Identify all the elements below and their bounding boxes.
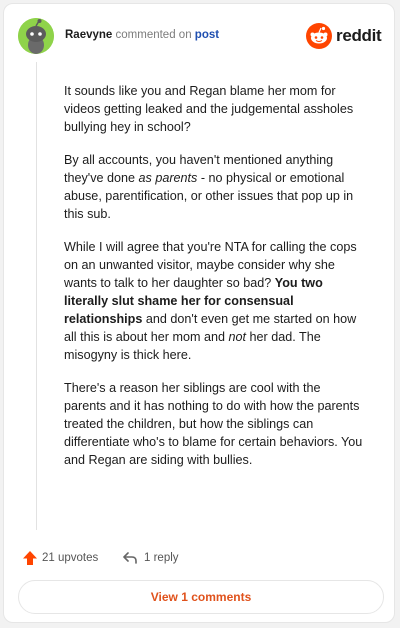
comment-text-run: and don't even get me started on how all this is about her mom and — [64, 312, 357, 344]
comment-text-run: By all accounts, you haven't mentioned anything they've done — [64, 153, 334, 185]
comment-paragraph — [64, 238, 366, 364]
comment-text-run: You two literally slut shame her for consensual relationships — [64, 276, 323, 326]
comment-text-run: not — [228, 330, 247, 344]
post-link[interactable]: post — [194, 29, 220, 41]
reddit-logo-icon — [306, 23, 332, 49]
snoo-avatar-icon[interactable] — [18, 18, 54, 54]
thread-line[interactable] — [36, 62, 37, 530]
comment-card — [3, 3, 395, 623]
comment-text-run: There's a reason her siblings are cool with the parents and it has nothing to do with how the parents treated the children, but how the siblings can differentiate who's to blame for certain behaviors. You and Regan are siding with bullies. — [64, 381, 363, 467]
comment-text-run: as parents — [138, 171, 198, 185]
comment-text-run: - no physical or emotional abuse, parentification, or other issues that pop up in this sub. — [64, 171, 354, 221]
reply-count: 1 reply — [144, 552, 179, 564]
comment-text-run: While I will agree that you're NTA for calling the cops on an unwanted visitor, maybe consider why she wants to talk to her daughter so bad? — [64, 240, 357, 290]
reddit-brand[interactable] — [306, 23, 382, 49]
byline-verb: commented on — [115, 29, 192, 41]
comment-paragraph — [64, 379, 366, 469]
username[interactable]: Raevyne — [65, 29, 113, 41]
comment-body — [64, 82, 366, 484]
brand-wordmark: reddit — [336, 26, 382, 45]
comment-text-run: her dad. The misogyny is thick here. — [64, 330, 321, 362]
comment-text-run: It sounds like you and Regan blame her mom for videos getting leaked and the judgemental assholes bullying hey in school? — [64, 84, 354, 134]
upvote-count: 21 upvotes — [42, 552, 99, 564]
comment-header — [18, 18, 382, 54]
view-comments-button[interactable]: View 1 comments — [18, 580, 384, 614]
reply-arrow-icon — [122, 550, 138, 566]
comment-paragraph — [64, 82, 366, 136]
comment-paragraph — [64, 151, 366, 223]
byline — [65, 28, 219, 42]
upvote-arrow-icon — [22, 550, 38, 566]
